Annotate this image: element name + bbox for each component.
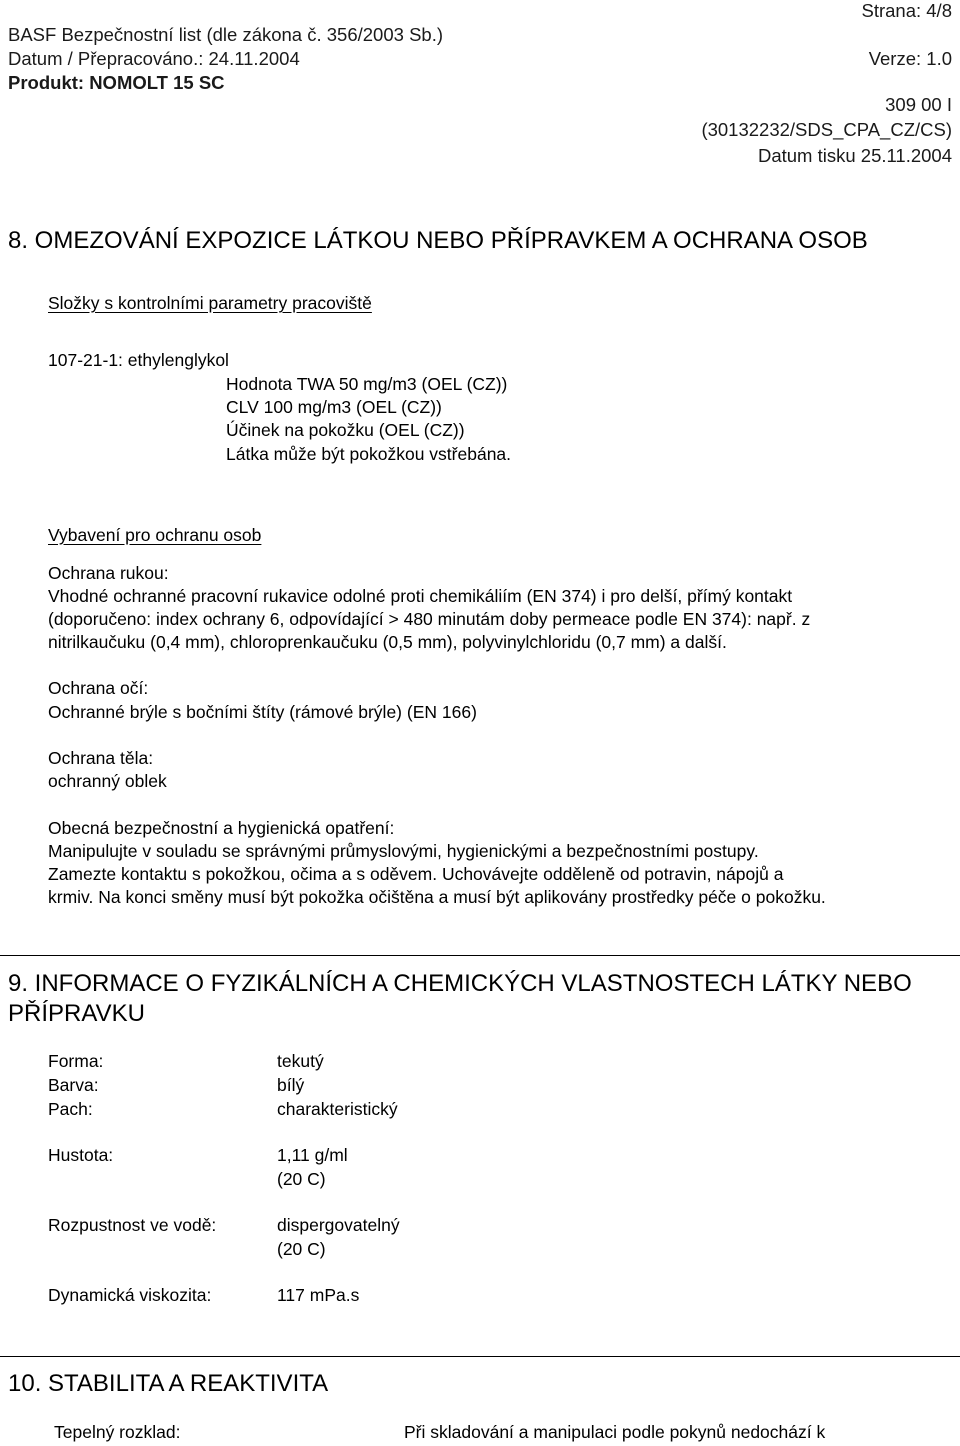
limit-twa: Hodnota TWA 50 mg/m3 (OEL (CZ)) (226, 374, 508, 394)
property-label: Rozpustnost ve vodě: (48, 1215, 217, 1235)
hand-protection-text (48, 585, 953, 654)
property-condition: (20 C) (277, 1239, 326, 1259)
property-label: Forma: (48, 1051, 104, 1071)
property-value: 117 mPa.s (277, 1285, 360, 1305)
property-label: Pach: (48, 1099, 93, 1119)
hand-protection-line: nitrilkaučuku (0,4 mm), chloroprenkaučuku (0,5 mm), polyvinylchloridu (0,7 mm) a další. (48, 632, 727, 652)
page-number: Strana: 4/8 (861, 0, 952, 21)
section-9-heading-line1: 9. INFORMACE O FYZIKÁLNÍCH A CHEMICKÝCH VLASTNOSTECH LÁTKY NEBO (8, 970, 912, 997)
property-value: tekutý (277, 1051, 324, 1071)
hygiene-label: Obecná bezpečnostní a hygienická opatření: (48, 818, 395, 838)
hygiene-line: krmiv. Na konci směny musí být pokožka očištěna a musí být aplikovány prostředky péče o pokožku. (48, 887, 826, 907)
ppe-subheading: Vybavení pro ochranu osob (48, 525, 262, 545)
print-date: Datum tisku 25.11.2004 (757, 145, 952, 166)
body-protection-label: Ochrana těla: (48, 748, 154, 768)
revision-date: Datum / Přepracováno.: 24.11.2004 (8, 48, 300, 69)
property-label: Barva: (48, 1075, 99, 1095)
hand-protection-label: Ochrana rukou: (48, 563, 169, 583)
body-protection-text: ochranný oblek (48, 771, 167, 791)
section-divider (0, 1356, 960, 1357)
property-label: Hustota: (48, 1145, 114, 1165)
property-condition: (20 C) (277, 1169, 326, 1189)
section-9-heading-line2: PŘÍPRAVKU (8, 1000, 145, 1027)
section-divider (0, 955, 960, 956)
hand-protection-line: Vhodné ochranné pracovní rukavice odolné proti chemikáliím (EN 374) i pro delší, přímý kontakt (48, 586, 793, 606)
hygiene-text (48, 840, 953, 909)
property-value: dispergovatelný (277, 1215, 400, 1235)
property-value: charakteristický (277, 1099, 398, 1119)
thermal-decomposition-text: Při skladování a manipulaci podle pokynů nedochází k (404, 1422, 826, 1442)
property-label: Dynamická viskozita: (48, 1285, 212, 1305)
section-8-heading: 8. OMEZOVÁNÍ EXPOZICE LÁTKOU NEBO PŘÍPRAVKEM A OCHRANA OSOB (8, 227, 868, 254)
document-title: BASF Bezpečnostní list (dle zákona č. 356/2003 Sb.) (8, 24, 443, 45)
limit-clv: CLV 100 mg/m3 (OEL (CZ)) (226, 397, 442, 417)
hand-protection-line: (doporučeno: index ochrany 6, odpovídající > 480 minutám doby permeace podle EN 374): např. z (48, 609, 811, 629)
workplace-limits-subheading: Složky s kontrolními parametry pracoviště (48, 293, 372, 313)
document-code: (30132232/SDS_CPA_CZ/CS) (701, 119, 952, 140)
document-number: 309 00 I (885, 94, 952, 115)
hygiene-line: Manipulujte v souladu se správnými průmyslovými, hygienickými a bezpečnostními postupy. (48, 841, 759, 861)
component-name: 107-21-1: ethylenglykol (48, 350, 229, 370)
hygiene-line: Zamezte kontaktu s pokožkou, očima a s oděvem. Uchovávejte odděleně od potravin, nápojů a (48, 864, 784, 884)
limit-skin: Účinek na pokožku (OEL (CZ)) (226, 420, 465, 440)
version: Verze: 1.0 (868, 48, 952, 69)
product-name: Produkt: NOMOLT 15 SC (8, 72, 225, 93)
property-value: 1,11 g/ml (277, 1145, 348, 1165)
limit-absorption: Látka může být pokožkou vstřebána. (226, 444, 512, 464)
eye-protection-text: Ochranné brýle s bočními štíty (rámové brýle) (EN 166) (48, 702, 477, 722)
eye-protection-label: Ochrana očí: (48, 678, 149, 698)
section-10-heading: 10. STABILITA A REAKTIVITA (8, 1370, 329, 1397)
property-value: bílý (277, 1075, 305, 1095)
thermal-decomposition-label: Tepelný rozklad: (54, 1422, 181, 1442)
